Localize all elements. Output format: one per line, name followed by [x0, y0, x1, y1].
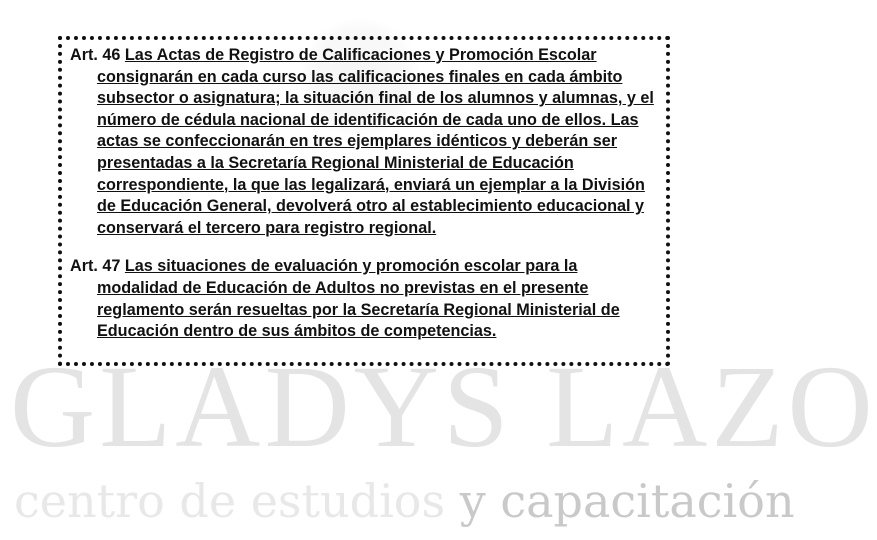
article-46	[70, 45, 660, 239]
article-text: Las Actas de Registro de Calificaciones y Promoción Escolar consignarán en cada curso las calificaciones finales en cada ámbito subsector o asignatura; la situación final de los alumnos y alumnas, y el número de cédula nacional de identificación de cada uno de ellos. Las actas se confeccionarán en tres ejemplares idénticos y deberán ser presentadas a la Secretaría Regional Ministerial de Educación correspondiente, la que las legalizará, enviará un ejemplar a la División de Educación General, devolverá otro al establecimiento educacional y conservará el tercero para registro regional.	[97, 46, 654, 237]
article-box	[58, 36, 670, 366]
watermark-tagline	[14, 474, 795, 528]
article-number: Art. 47	[70, 257, 121, 276]
article-number: Art. 46	[70, 46, 121, 64]
watermark-wordmark: GLADYS LAZO	[10, 341, 877, 472]
watermark-tagline-light: centro de estudios	[14, 474, 460, 528]
article-text: Las situaciones de evaluación y promoción escolar para la modalidad de Educación de Adultos no previstas en el presente reglamento serán resueltas por la Secretaría Regional Ministerial de Educación dentro de sus ámbitos de competencias.	[97, 257, 620, 341]
watermark-tagline-strong: y capacitación	[459, 474, 795, 528]
article-47	[70, 256, 660, 342]
